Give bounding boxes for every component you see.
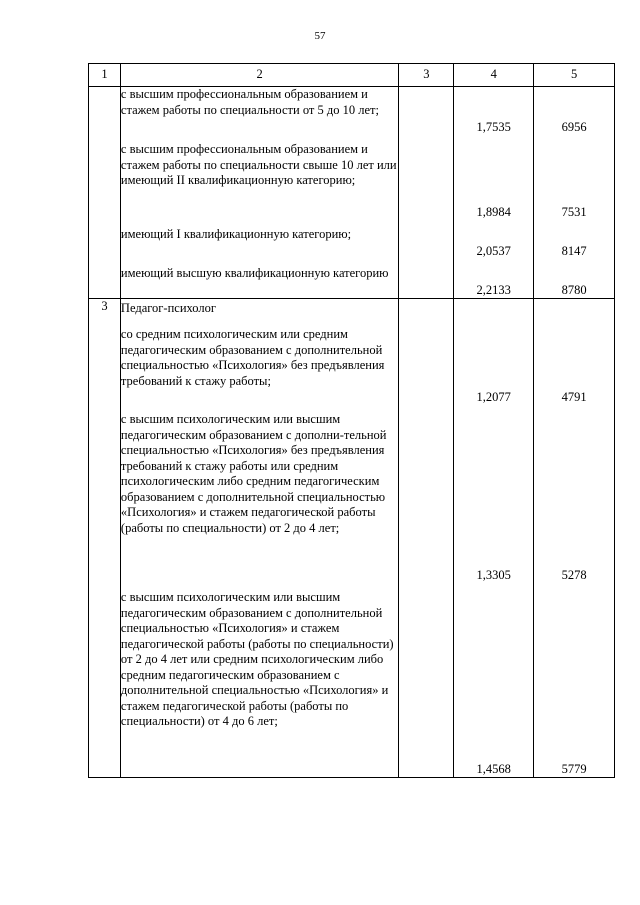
- row-number-cell: [89, 87, 121, 299]
- header-col-5: 5: [534, 64, 615, 87]
- coefficient-value: 1,8984: [476, 204, 511, 219]
- amount-value: 7531: [561, 204, 587, 219]
- amount-value: 8780: [561, 282, 587, 297]
- coefficient-value: 1,4568: [476, 761, 511, 776]
- empty-cell: [399, 87, 454, 299]
- description-cell: [120, 87, 398, 299]
- header-col-1: 1: [89, 64, 121, 87]
- header-col-2: 2: [120, 64, 398, 87]
- coefficient-value: 1,3305: [476, 567, 511, 582]
- coefficient-cell: [454, 87, 534, 299]
- header-col-4: 4: [454, 64, 534, 87]
- entry-text: с высшим профессиональным образованием и стажем работы по специальности свыше 10 лет или имеющий II квалификационную категорию;: [120, 142, 397, 187]
- amount-value: 8147: [561, 243, 587, 258]
- description-cell: [120, 299, 398, 778]
- amount-value: 5779: [561, 761, 587, 776]
- amount-cell: [534, 299, 615, 778]
- coefficient-value: 1,2077: [476, 389, 511, 404]
- amount-cell: [534, 87, 615, 299]
- coefficient-cell: [454, 299, 534, 778]
- entry-text: имеющий I квалификационную категорию;: [120, 227, 352, 241]
- coefficient-value: 1,7535: [476, 119, 511, 134]
- entry-text: имеющий высшую квалификационную категорию: [120, 266, 389, 280]
- table-row: [89, 299, 615, 778]
- empty-cell: [399, 299, 454, 778]
- header-col-3: 3: [399, 64, 454, 87]
- entry-text: с высшим психологическим или высшим педагогическим образованием с дополни-тельной специальностью «Психология» без предъявления требований к стажу работы или средним психологическим либо средним педагогическим образованием с дополнительной специальностью «Психология» и стажем педагогической работы (работы по специальности) от 2 до 4 лет;: [120, 412, 387, 535]
- page-number: 57: [314, 30, 326, 42]
- table-row: [89, 87, 615, 299]
- amount-value: 6956: [561, 119, 587, 134]
- entry-text: с высшим профессиональным образованием и стажем работы по специальности от 5 до 10 лет;: [120, 87, 379, 117]
- entry-text: с высшим психологическим или высшим педагогическим образованием с дополнительной специальностью «Психология» и стажем педагогической работы (работы по специальности) от 2 до 4 лет или средним психологическим либо средним педагогическим образованием с дополнительной специальностью «Психология» и стажем педагогической работы (работы по специальности) от 4 до 6 лет;: [120, 590, 394, 728]
- entry-text: со средним психологическим или средним педагогическим образованием с дополнительной специальностью «Психология» без предъявления требований к стажу работы;: [120, 327, 385, 388]
- row-number-cell: 3: [89, 299, 121, 778]
- amount-value: 4791: [561, 389, 587, 404]
- header-row: [89, 64, 615, 87]
- amount-value: 5278: [561, 567, 587, 582]
- salary-table: [88, 63, 615, 778]
- coefficient-value: 2,0537: [476, 243, 511, 258]
- coefficient-value: 2,2133: [476, 282, 511, 297]
- position-title: Педагог-психолог: [120, 301, 216, 315]
